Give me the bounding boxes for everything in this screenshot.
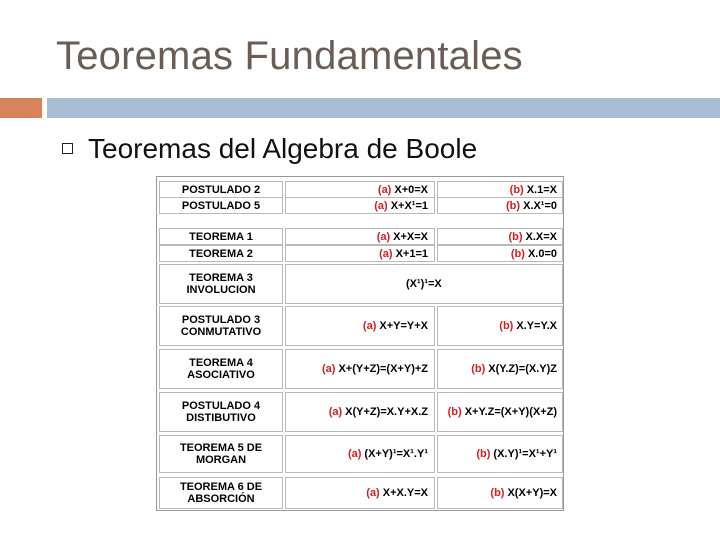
theorem-name: TEOREMA 3 INVOLUCION [159,264,283,304]
table-row [159,181,561,198]
part-label: (b) [471,363,486,375]
equation-text: (X+Y)¹=X¹.Y¹ [364,448,428,460]
theorem-name: TEOREMA 4 ASOCIATIVO [159,349,283,389]
equation-text: X+Y.Z=(X+Y)(X+Z) [464,406,557,418]
part-label: (b) [506,199,521,212]
part-label: (a) [377,183,392,196]
theorem-part-a [285,392,435,432]
table-row [159,477,561,509]
theorem-name: POSTULADO 5 [159,197,283,214]
theorem-part-a [285,477,435,509]
theorem-part-a [285,181,435,198]
part-label: (a) [374,199,388,212]
part-label: (b) [508,230,523,243]
part-label: (b) [476,448,491,460]
bullet-text: Teoremas del Algebra de Boole [88,133,478,164]
equation-text: X.1=X [526,183,557,196]
table-row [159,245,561,262]
part-label: (b) [499,320,514,332]
square-bullet-icon [62,143,73,154]
theorem-part-b [437,197,563,214]
table-row [159,306,561,346]
theorem-equation [285,264,563,304]
equation-text: X+0=X [394,183,428,196]
boolean-theorems-table [156,176,564,511]
part-label: (a) [321,363,336,375]
theorem-part-b [437,392,563,432]
theorem-part-a [285,435,435,473]
theorem-name: TEOREMA 6 DE ABSORCIÓN [159,477,283,509]
equation-text: (X¹)¹=X [406,278,442,290]
equation-text: X+Y=Y+X [379,320,428,332]
equation-text: X(Y+Z)=X.Y+X.Z [345,406,428,418]
equation-text: X+1=1 [395,247,428,260]
theorem-part-b [437,228,563,245]
part-label: (b) [510,247,525,260]
accent-bar-blue [47,98,720,118]
part-label: (a) [379,247,393,260]
theorem-name: POSTULADO 3 CONMUTATIVO [159,306,283,346]
part-label: (a) [347,448,362,460]
theorem-part-a [285,306,435,346]
part-label: (a) [328,406,343,418]
part-label: (b) [509,183,524,196]
theorem-part-b [437,435,563,473]
equation-text: X.X=X [525,230,557,243]
theorem-part-b [437,306,563,346]
theorem-name: TEOREMA 1 [159,228,283,245]
theorem-part-a [285,245,435,262]
table-row [159,197,561,214]
equation-text: X+(Y+Z)=(X+Y)+Z [338,363,428,375]
slide-title: Teoremas Fundamentales [56,34,523,78]
theorem-name: TEOREMA 5 DE MORGAN [159,435,283,473]
equation-text: X+X¹=1 [390,199,428,212]
table-row [159,392,561,432]
theorem-part-b [437,349,563,389]
table-row [159,349,561,389]
theorem-part-b [437,245,563,262]
equation-text: X.Y=Y.X [516,320,557,332]
theorem-name: POSTULADO 4 DISTIBUTIVO [159,392,283,432]
equation-text: X+X=X [393,230,428,243]
table-row [159,435,561,473]
theorem-part-a [285,228,435,245]
theorem-name: TEOREMA 2 [159,245,283,262]
table-row [159,228,561,245]
part-label: (a) [362,320,377,332]
theorem-part-a [285,349,435,389]
part-label: (a) [376,230,391,243]
equation-text: X+X.Y=X [382,487,428,499]
accent-bar-orange [0,98,42,118]
equation-text: X(Y.Z)=(X.Y)Z [488,363,557,375]
part-label: (a) [366,487,380,499]
theorem-part-a [285,197,435,214]
equation-text: (X.Y)¹=X¹+Y¹ [493,448,557,460]
theorem-part-b [437,477,563,509]
equation-text: X.0=0 [527,247,557,260]
theorem-part-b [437,181,563,198]
equation-text: X(X+Y)=X [507,487,557,499]
table-row [159,264,561,304]
part-label: (b) [447,406,462,418]
equation-text: X.X¹=0 [523,199,557,212]
theorem-name: POSTULADO 2 [159,181,283,198]
part-label: (b) [490,487,505,499]
